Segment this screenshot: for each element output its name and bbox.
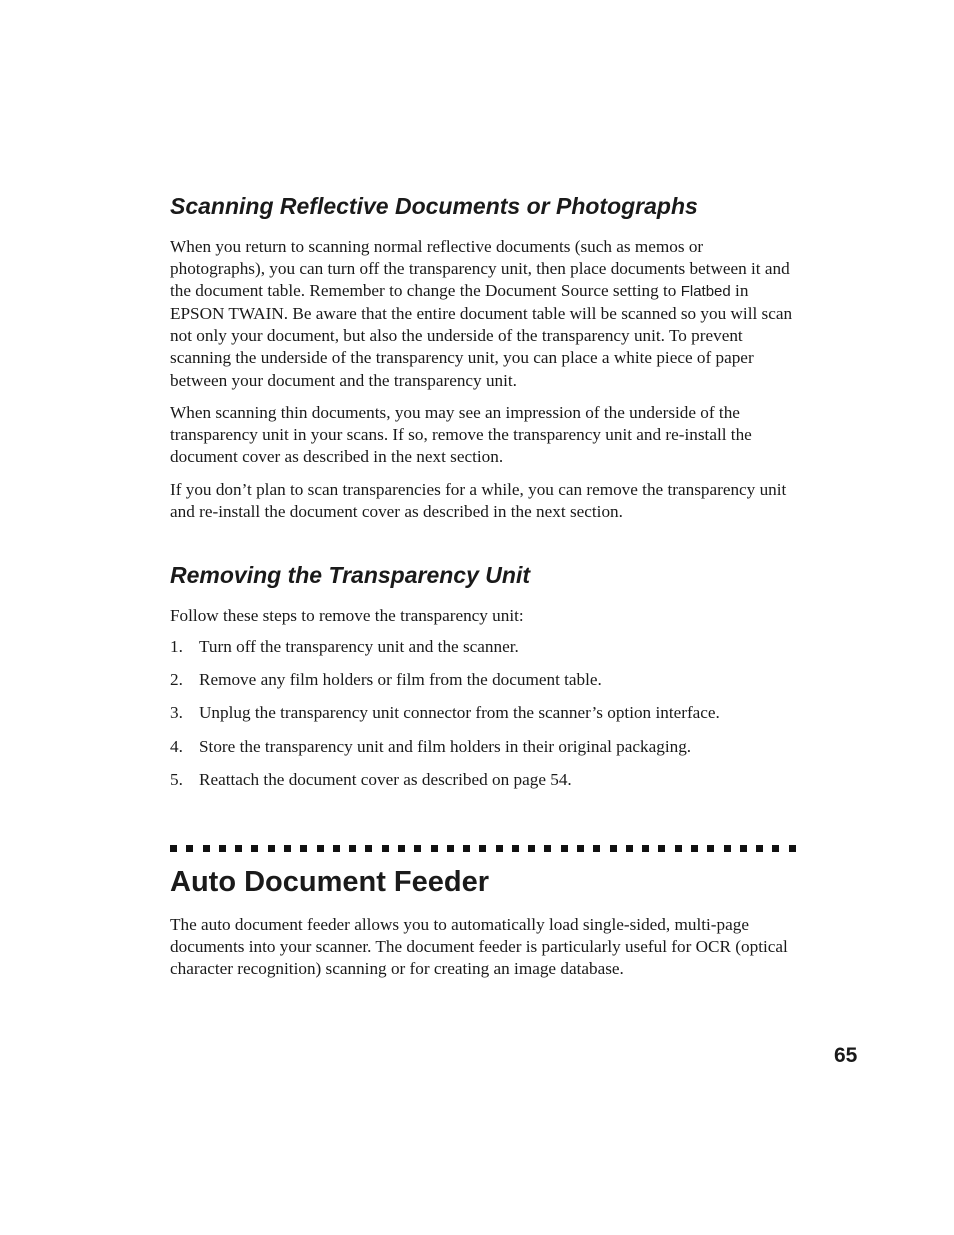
list-item bbox=[170, 736, 796, 769]
step-text: Turn off the transparency unit and the scanner. bbox=[199, 637, 519, 656]
step-text: Remove any film holders or film from the document table. bbox=[199, 670, 602, 690]
step-text: Reattach the document cover as described on page 54. bbox=[199, 769, 572, 789]
document-source-setting: Flatbed bbox=[680, 283, 731, 301]
step-number: 2. bbox=[170, 670, 183, 690]
list-item bbox=[170, 636, 796, 669]
step-text: Unplug the transparency unit connector from the scanner’s option interface. bbox=[199, 703, 720, 723]
paragraph-reflective-intro bbox=[170, 236, 796, 392]
step-number: 5. bbox=[170, 769, 183, 789]
step-number: 1. bbox=[170, 637, 183, 656]
step-text: Store the transparency unit and film holders in their original packaging. bbox=[199, 736, 692, 756]
list-item bbox=[170, 769, 796, 802]
paragraph-remove-unit-note: If you don’t plan to scan transparencies for a while, you can remove the transparency unit and re-install the document cover as described in the next section. bbox=[170, 480, 787, 522]
step-number: 3. bbox=[170, 703, 183, 723]
section-divider bbox=[170, 845, 796, 852]
heading-scanning-reflective: Scanning Reflective Documents or Photographs bbox=[170, 193, 698, 219]
paragraph-feeder-intro: The auto document feeder allows you to automatically load single-sided, multi-page documents into your scanner. The document feeder is particularly useful for OCR (optical character recognition) scanning or for creating an image database. bbox=[170, 915, 788, 979]
removal-steps-list bbox=[170, 636, 796, 802]
paragraph-steps-intro: Follow these steps to remove the transparency unit: bbox=[170, 606, 524, 625]
paragraph-thin-documents: When scanning thin documents, you may see an impression of the underside of the transparency unit in your scans. If so, remove the transparency unit and re-install the document cover as described in the next section. bbox=[170, 403, 752, 467]
paragraph-reflective-intro-part2: in EPSON TWAIN. Be aware that the entire document table will be scanned so you will scan not only your document, but also the underside of the transparency unit. To prevent scanning the underside of the transparency unit, you can place a white piece of paper between your document and the transparency unit. bbox=[170, 281, 793, 390]
step-number: 4. bbox=[170, 736, 183, 756]
paragraph-reflective-intro-part1: When you return to scanning normal reflective documents (such as memos or photographs), you can turn off the transparency unit, then place documents between it and the document table. Remember to change the Document Source setting to bbox=[170, 237, 790, 301]
list-item bbox=[170, 702, 796, 735]
page-number: 65 bbox=[834, 1044, 858, 1067]
heading-auto-document-feeder: Auto Document Feeder bbox=[170, 866, 490, 898]
heading-removing-transparency-unit: Removing the Transparency Unit bbox=[170, 562, 530, 588]
list-item bbox=[170, 669, 796, 702]
